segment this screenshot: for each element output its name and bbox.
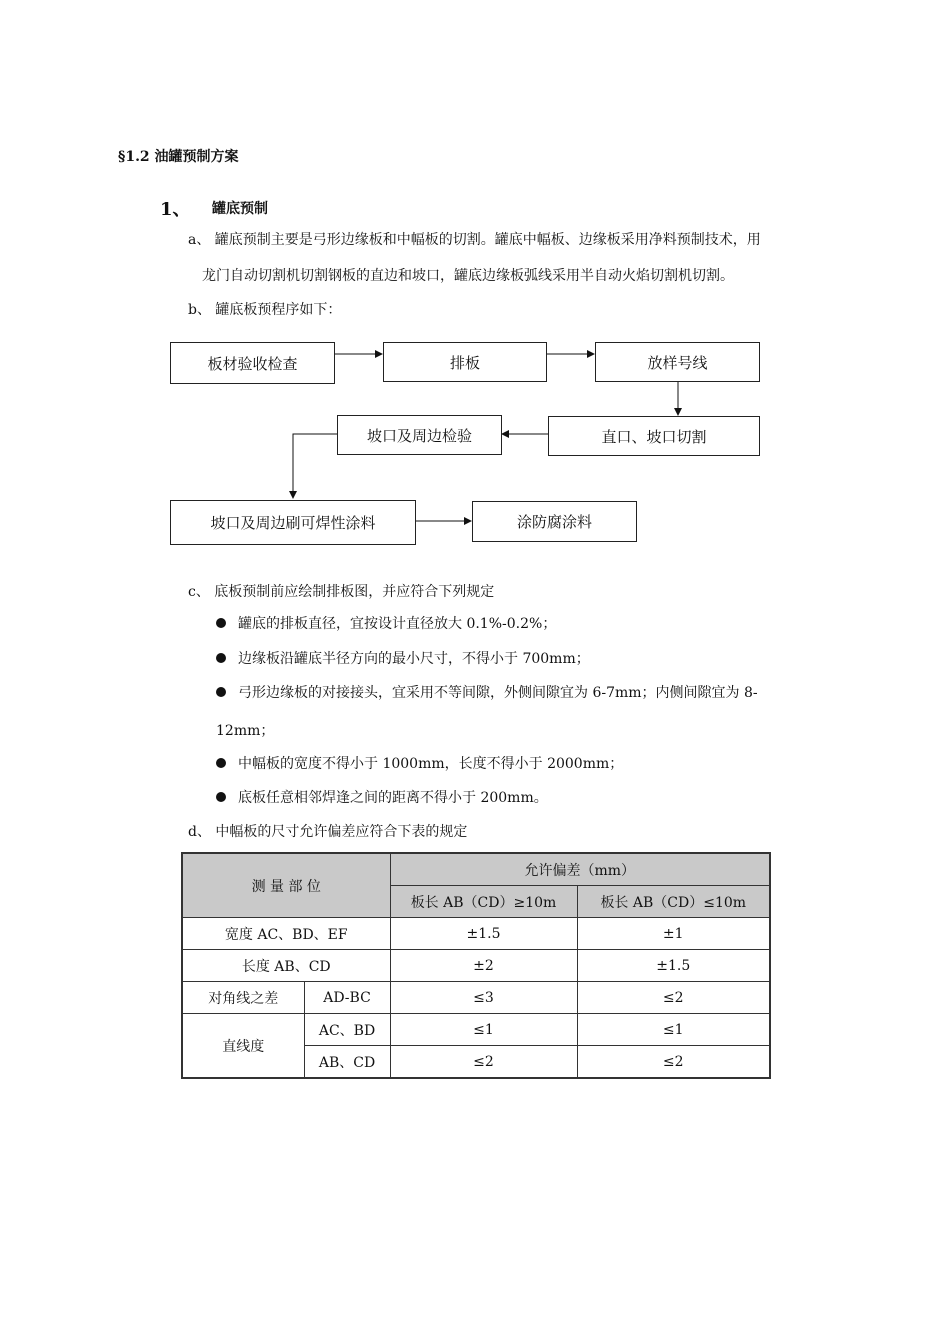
cell-value: ±1 (577, 918, 770, 950)
header-tolerance: 允许偏差（mm） (390, 853, 770, 886)
table-row (182, 1014, 770, 1046)
row-label: 宽度 AC、BD、EF (182, 918, 390, 950)
row-sublabel: AC、BD (304, 1014, 390, 1046)
row-label: 长度 AB、CD (182, 950, 390, 982)
bullet-item: 弓形边缘板的对接接头，宜采用不等间隙，外侧间隙宜为 6-7mm；内侧间隙宜为 8- (216, 682, 758, 702)
bullet-item: 罐底的排板直径，宜按设计直径放大 0.1%-0.2%； (216, 613, 556, 633)
cell-value: ≤1 (390, 1014, 577, 1046)
arrow-check-coat (293, 434, 337, 498)
table-row (182, 950, 770, 982)
bullet-dot-icon (216, 758, 226, 768)
header-col2: 板长 AB（CD）≤10m (577, 886, 770, 918)
bullet-continuation: 12mm； (216, 723, 275, 739)
flow-box-layout: 排板 (383, 342, 547, 382)
cell-value: ≤2 (577, 1046, 770, 1079)
para-d: d、 中幅板的尺寸允许偏差应符合下表的规定 (188, 824, 468, 840)
section-title: §1.2 油罐预制方案 (118, 149, 239, 165)
bullet-dot-icon (216, 687, 226, 697)
cell-value: ≤2 (577, 982, 770, 1014)
flow-box-weldable-coat: 坡口及周边刷可焊性涂料 (170, 500, 416, 545)
bullet-item: 边缘板沿罐底半径方向的最小尺寸，不得小于 700mm； (216, 648, 590, 668)
row-sublabel: AD-BC (304, 982, 390, 1014)
bullet-dot-icon (216, 792, 226, 802)
cell-value: ≤3 (390, 982, 577, 1014)
row-sublabel: AB、CD (304, 1046, 390, 1079)
flow-box-bevel-check: 坡口及周边检验 (337, 415, 502, 455)
para-a-line2: 龙门自动切割机切割钢板的直边和坡口，罐底边缘板弧线采用半自动火焰切割机切割。 (202, 268, 734, 284)
bullet-dot-icon (216, 618, 226, 628)
flow-box-cutting: 直口、坡口切割 (548, 416, 760, 456)
flow-box-anticorrosion: 涂防腐涂料 (472, 501, 637, 542)
flow-box-marking: 放样号线 (595, 342, 760, 382)
row-label: 对角线之差 (182, 982, 304, 1014)
para-c: c、 底板预制前应绘制排板图，并应符合下列规定 (188, 584, 495, 600)
para-b: b、 罐底板预程序如下： (188, 302, 342, 318)
row-label: 直线度 (182, 1014, 304, 1079)
table-row (182, 982, 770, 1014)
bullet-dot-icon (216, 653, 226, 663)
flow-box-inspect: 板材验收检查 (170, 342, 335, 384)
heading-label: 罐底预制 (212, 201, 268, 217)
cell-value: ±2 (390, 950, 577, 982)
cell-value: ±1.5 (577, 950, 770, 982)
table-row (182, 918, 770, 950)
bullet-item: 底板任意相邻焊逢之间的距离不得小于 200mm。 (216, 787, 548, 807)
cell-value: ≤1 (577, 1014, 770, 1046)
para-a-line1: a、 罐底预制主要是弓形边缘板和中幅板的切割。罐底中幅板、边缘板采用净料预制技术，用 (188, 232, 761, 248)
cell-value: ±1.5 (390, 918, 577, 950)
header-measure: 测 量 部 位 (182, 853, 390, 918)
heading-number: 1、 (160, 199, 191, 220)
bullet-item: 中幅板的宽度不得小于 1000mm，长度不得小于 2000mm； (216, 753, 623, 773)
tolerance-table (181, 852, 771, 1079)
header-col1: 板长 AB（CD）≥10m (390, 886, 577, 918)
cell-value: ≤2 (390, 1046, 577, 1079)
